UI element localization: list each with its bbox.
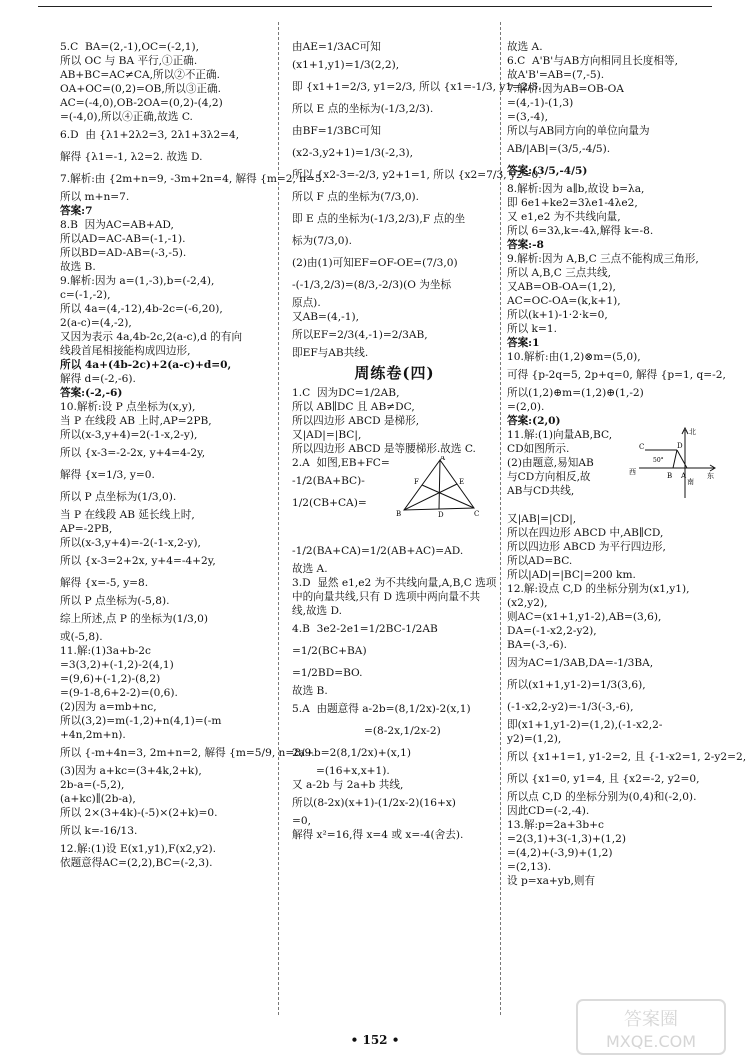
- text-line: 5.C BA=(2,-1),OC=(-2,1),: [60, 41, 200, 53]
- text-line: +4n,2m+n).: [60, 729, 126, 741]
- text-line: 5.A 由题意得 a-2b=(8,1/2x)-2(x,1): [292, 703, 471, 715]
- text-line: -(-1/3,2/3)=(8/3,-2/3)(O 为坐标: [292, 279, 452, 291]
- text-line: 又|AB|=|CD|,: [507, 513, 577, 525]
- text-line: AC=OC-OA=(k,k+1),: [507, 295, 621, 307]
- text-line: (2)因为 a=mb+nc,: [60, 701, 157, 713]
- text-line: 8.解析:因为 a∥b,故设 b=λa,: [507, 183, 645, 195]
- text-line: 11.解:(1)向量AB,BC,: [507, 429, 613, 441]
- text-line: 7.解析:因为AB=OB-OA: [507, 83, 624, 95]
- text-line: 解得 d=(-2,-6).: [60, 373, 136, 385]
- text-line: 6.D 由 {λ1+2λ2=3, 2λ1+3λ2=4,: [60, 129, 240, 141]
- text-line: 所以(1,2)⊕m=(1,2)⊕(1,-2): [507, 387, 644, 399]
- text-line: AP=-2PB,: [60, 523, 113, 535]
- text-line: 原点).: [292, 297, 321, 309]
- text-line: 所以EF=2/3(4,-1)=2/3AB,: [292, 329, 428, 341]
- text-line: 2b-a=(-5,2),: [60, 779, 125, 791]
- text-line: 所以 E 点的坐标为(-1/3,2/3).: [292, 103, 434, 115]
- text-line: 所以 A,B,C 三点共线,: [507, 267, 611, 279]
- text-line: =(-4,0),所以④正确,故选 C.: [60, 111, 193, 123]
- text-line: 由BF=1/3BC可知: [292, 125, 381, 137]
- text-line: 线,故选 D.: [292, 605, 342, 617]
- text-line: =(4,2)+(-3,9)+(1,2): [507, 847, 613, 859]
- north-label: 北: [689, 428, 696, 436]
- text-line: 又AB=(4,-1),: [292, 311, 359, 323]
- text-line: =(8-2x,1/2x-2): [364, 725, 441, 737]
- answer-line: 答案:1: [507, 337, 540, 349]
- text-line: (3)因为 a+kc=(3+4k,2+k),: [60, 765, 202, 777]
- text-line: 又因为表示 4a,4b-2c,2(a-c),d 的有向: [60, 331, 243, 343]
- text-line: 13.解:p=2a+3b+c: [507, 819, 604, 831]
- text-line: 当 P 在线段 AB 上时,AP=2PB,: [60, 415, 212, 427]
- svg-text:MXQE.COM: MXQE.COM: [605, 1032, 697, 1051]
- text-line: 所以(x-3,y+4)=2(-1-x,2-y),: [60, 429, 198, 441]
- text-line: 2(a-c)=(4,-2),: [60, 317, 132, 329]
- text-line: 所以BD=AD-AB=(-3,-5).: [60, 247, 187, 259]
- text-line: AB/|AB|=(3/5,-4/5).: [507, 143, 611, 155]
- text-line: 因此CD=(-2,-4).: [507, 805, 590, 817]
- text-line: 与CD方向相反,故: [507, 471, 591, 483]
- text-line: =(9-1-8,6+2-2)=(0,6).: [60, 687, 178, 699]
- text-line: 可得 {p-2q=5, 2p+q=0, 解得 {p=1, q=-2,: [507, 369, 726, 381]
- text-line: 所以在四边形 ABCD 中,AB∥CD,: [507, 527, 664, 539]
- label-D: D: [677, 442, 683, 450]
- text-line: (-1-x2,2-y2)=-1/3(-3,-6),: [507, 701, 634, 713]
- text-line: c=(-1,-2),: [60, 289, 111, 301]
- text-line: 所以 OC 与 BA 平行,①正确.: [60, 55, 198, 67]
- text-line: 综上所述,点 P 的坐标为(1/3,0): [60, 613, 208, 625]
- text-line: 11.解:(1)3a+b-2c: [60, 645, 151, 657]
- text-line: 即 E 点的坐标为(-1/3,2/3),F 点的坐: [292, 213, 466, 225]
- text-line: 所以 2×(3+4k)-(-5)×(2+k)=0.: [60, 807, 218, 819]
- svg-text:答案圈: 答案圈: [624, 1009, 678, 1030]
- text-line: 即 6e1+ke2=3λe1-4λe2,: [507, 197, 638, 209]
- text-line: 解得 {λ1=-1, λ2=2. 故选 D.: [60, 151, 203, 163]
- text-line: 10.解析:设 P 点坐标为(x,y),: [60, 401, 196, 413]
- label-B: B: [667, 472, 673, 480]
- text-line: (2)由题意,易知AB: [507, 457, 594, 469]
- text-line: CD如图所示.: [507, 443, 570, 455]
- text-line: 又|AD|=|BC|,: [292, 429, 362, 441]
- text-line: 故选 B.: [292, 685, 328, 697]
- text-line: 7.解析:由 {2m+n=9, -3m+2n=4, 解得 {m=2, n=5.: [60, 173, 326, 185]
- text-line: 所以 m+n=7.: [60, 191, 130, 203]
- navigation-figure: [625, 424, 717, 500]
- text-line: 所以四边形 ABCD 是梯形,: [292, 415, 420, 427]
- text-line: 解得 x²=16,得 x=4 或 x=-4(舍去).: [292, 829, 464, 841]
- text-line: 所以四边形 ABCD 为平行四边形,: [507, 541, 666, 553]
- text-line: 因为AC=1/3AB,DA=-1/3BA,: [507, 657, 654, 669]
- text-line: =(16+x,x+1).: [316, 765, 390, 777]
- text-line: 由AE=1/3AC可知: [292, 41, 381, 53]
- text-line: 即(x1+1,y1-2)=(1,2),(-1-x2,2-: [507, 719, 663, 731]
- south-label: 南: [687, 478, 694, 486]
- text-line: 故选 A.: [292, 563, 328, 575]
- text-line: 2a+b=2(8,1/2x)+(x,1): [292, 747, 411, 759]
- answer-line: 答案:-8: [507, 239, 544, 251]
- watermark-logo: [576, 999, 726, 1055]
- text-line: 所以|AD|=|BC|=200 km.: [507, 569, 636, 581]
- text-line: 8.B 因为AC=AB+AD,: [60, 219, 174, 231]
- text-line: =(4,-1)-(1,3): [507, 97, 574, 109]
- text-line: 解得 {x=-5, y=8.: [60, 577, 149, 589]
- label-A: A: [440, 456, 446, 462]
- text-line: 所以 4a=(4,-12),4b-2c=(-6,20),: [60, 303, 223, 315]
- label-B: B: [396, 510, 402, 518]
- text-line: 所以点 C,D 的坐标分别为(0,4)和(-2,0).: [507, 791, 697, 803]
- text-line: 12.解:设点 C,D 的坐标分别为(x1,y1),: [507, 583, 690, 595]
- text-line: AC=(-4,0),OB-2OA=(0,2)-(4,2): [60, 97, 223, 109]
- text-line: 所以 F 点的坐标为(7/3,0).: [292, 191, 420, 203]
- text-line: 依题意得AC=(2,2),BC=(-2,3).: [60, 857, 213, 869]
- text-line: 1.C 因为DC=1/2AB,: [292, 387, 400, 399]
- text-line: OA+OC=(0,2)=OB,所以③正确.: [60, 83, 222, 95]
- text-line: 故A'B'=AB=(7,-5).: [507, 69, 605, 81]
- text-line: 设 p=xa+yb,则有: [507, 875, 596, 887]
- text-line: 所以(3,2)=m(-1,2)+n(4,1)=(-m: [60, 715, 222, 727]
- answer-line: 答案:(2,0): [507, 415, 561, 427]
- text-line: (x2-3,y2+1)=1/3(-2,3),: [292, 147, 413, 159]
- text-line: (x2,y2),: [507, 597, 548, 609]
- text-line: 所以AD=BC.: [507, 555, 573, 567]
- text-line: 所以 {x2-3=-2/3, y2+1=1, 所以 {x2=7/3, y2=0.: [292, 169, 542, 181]
- text-line: AB+BC=AC≠CA,所以②不正确.: [60, 69, 220, 81]
- answer-line: 答案:(3/5,-4/5): [507, 165, 588, 177]
- text-line: 又 e1,e2 为不共线向量,: [507, 211, 621, 223]
- text-line: =(9,6)+(-1,2)-(8,2): [60, 673, 161, 685]
- text-line: 所以 4a+(4b-2c)+2(a-c)+d=0,: [60, 359, 232, 371]
- label-E: E: [459, 478, 465, 486]
- label-C: C: [639, 443, 645, 451]
- text-line: 所以(k+1)-1·2·k=0,: [507, 309, 608, 321]
- text-line: 所以与AB同方向的单位向量为: [507, 125, 650, 137]
- right-column: [507, 40, 747, 888]
- label-C: C: [474, 510, 480, 518]
- text-line: 线段首尾相接能构成四边形,: [60, 345, 191, 357]
- text-line: 所以 AB∥DC 且 AB≠DC,: [292, 401, 415, 413]
- text-line: =1/2BD=BO.: [292, 667, 363, 679]
- page-number: • 152 •: [350, 1033, 400, 1047]
- text-line: 4.B 3e2-2e1=1/2BC-1/2AB: [292, 623, 438, 635]
- text-line: 所以 k=1.: [507, 323, 557, 335]
- angle-label: 50°: [653, 457, 664, 464]
- text-line: 又AB=OB-OA=(1,2),: [507, 281, 616, 293]
- label-A: A: [681, 472, 687, 480]
- answer-line: 答案:(-2,-6): [60, 387, 123, 399]
- text-line: 中的向量共线,只有 D 选项中两向量不共: [292, 591, 481, 603]
- text-line: 即EF与AB共线.: [292, 347, 369, 359]
- text-line: 10.解析:由(1,2)⊗m=(5,0),: [507, 351, 641, 363]
- text-line: 解得 {x=1/3, y=0.: [60, 469, 155, 481]
- text-line: BA=(-3,-6).: [507, 639, 567, 651]
- text-line: 2.A 如图,EB+FC=: [292, 457, 390, 469]
- text-line: (x1+1,y1)=1/3(2,2),: [292, 59, 400, 71]
- label-F: F: [414, 478, 419, 486]
- text-line: 所以 {x1=0, y1=4, 且 {x2=-2, y2=0,: [507, 773, 700, 785]
- text-line: 又 a-2b 与 2a+b 共线,: [292, 779, 404, 791]
- text-line: 所以 6=3λ,k=-4λ,解得 k=-8.: [507, 225, 654, 237]
- text-line: 标为(7/3,0).: [292, 235, 352, 247]
- text-line: 所以AD=AC-AB=(-1,-1).: [60, 233, 186, 245]
- text-line: 故选 B.: [60, 261, 96, 273]
- text-line: 所以 P 点坐标为(1/3,0).: [60, 491, 177, 503]
- text-line: (2)由(1)可知EF=OF-OE=(7/3,0): [292, 257, 458, 269]
- text-line: 当 P 在线段 AB 延长线上时,: [60, 509, 195, 521]
- column-divider: [278, 22, 279, 1015]
- text-line: y2)=(1,2),: [507, 733, 562, 745]
- text-line: =1/2(BC+BA): [292, 645, 367, 657]
- answer-line: 答案:7: [60, 205, 93, 217]
- text-line: 1/2(CB+CA)=: [292, 497, 367, 509]
- text-line: AB与CD共线,: [507, 485, 575, 497]
- text-line: =3(3,2)+(-1,2)-2(4,1): [60, 659, 174, 671]
- text-line: DA=(-1-x2,2-y2),: [507, 625, 597, 637]
- top-rule: [38, 6, 712, 7]
- text-line: 9.解析:因为 A,B,C 三点不能构成三角形,: [507, 253, 699, 265]
- text-line: 所以(x-3,y+4)=-2(-1-x,2-y),: [60, 537, 201, 549]
- text-line: 所以 {x-3=2+2x, y+4=-4+2y,: [60, 555, 216, 567]
- triangle-figure: [396, 456, 480, 518]
- text-line: 或(-5,8).: [60, 631, 103, 643]
- text-line: 所以 {x-3=-2-2x, y+4=4-2y,: [60, 447, 206, 459]
- text-line: -1/2(BA+BC)-: [292, 475, 365, 487]
- text-line: =(3,-4),: [507, 111, 548, 123]
- text-line: 所以 {-m+4n=3, 2m+n=2, 解得 {m=5/9, n=8/9.: [60, 747, 315, 759]
- text-line: 9.解析:因为 a=(1,-3),b=(-2,4),: [60, 275, 215, 287]
- text-line: 所以 P 点坐标为(-5,8).: [60, 595, 170, 607]
- west-label: 西: [629, 468, 636, 476]
- text-line: 故选 A.: [507, 41, 543, 53]
- section-title: 周练卷(四): [354, 364, 435, 382]
- text-line: =2(3,1)+3(-1,3)+(1,2): [507, 833, 627, 845]
- text-line: 12.解:(1)设 E(x1,y1),F(x2,y2).: [60, 843, 216, 855]
- text-line: 所以四边形 ABCD 是等腰梯形.故选 C.: [292, 443, 476, 455]
- text-line: 所以(8-2x)(x+1)-(1/2x-2)(16+x): [292, 797, 456, 809]
- text-line: 6.C A'B'与AB方向相同且长度相等,: [507, 55, 678, 67]
- text-line: =(2,0).: [507, 401, 545, 413]
- text-line: 3.D 显然 e1,e2 为不共线向量,A,B,C 选项: [292, 577, 497, 589]
- text-line: =(2,13).: [507, 861, 552, 873]
- text-line: 所以(x1+1,y1-2)=1/3(3,6),: [507, 679, 646, 691]
- triangle-figure-block: [292, 456, 497, 540]
- text-line: -1/2(BA+CA)=1/2(AB+AC)=AD.: [292, 545, 464, 557]
- label-D: D: [438, 511, 444, 518]
- text-line: (a+kc)∥(2b-a),: [60, 793, 136, 805]
- text-line: 所以 {x1+1=1, y1-2=2, 且 {-1-x2=1, 2-y2=2,: [507, 751, 747, 763]
- text-line: 所以 k=-16/13.: [60, 825, 138, 837]
- east-label: 东: [707, 472, 714, 480]
- text-line: 即 {x1+1=2/3, y1=2/3, 所以 {x1=-1/3, y1=2/3.: [292, 81, 542, 93]
- navigation-figure-block: [507, 428, 717, 512]
- text-line: =0,: [292, 815, 311, 827]
- text-line: 则AC=(x1+1,y1-2),AB=(3,6),: [507, 611, 662, 623]
